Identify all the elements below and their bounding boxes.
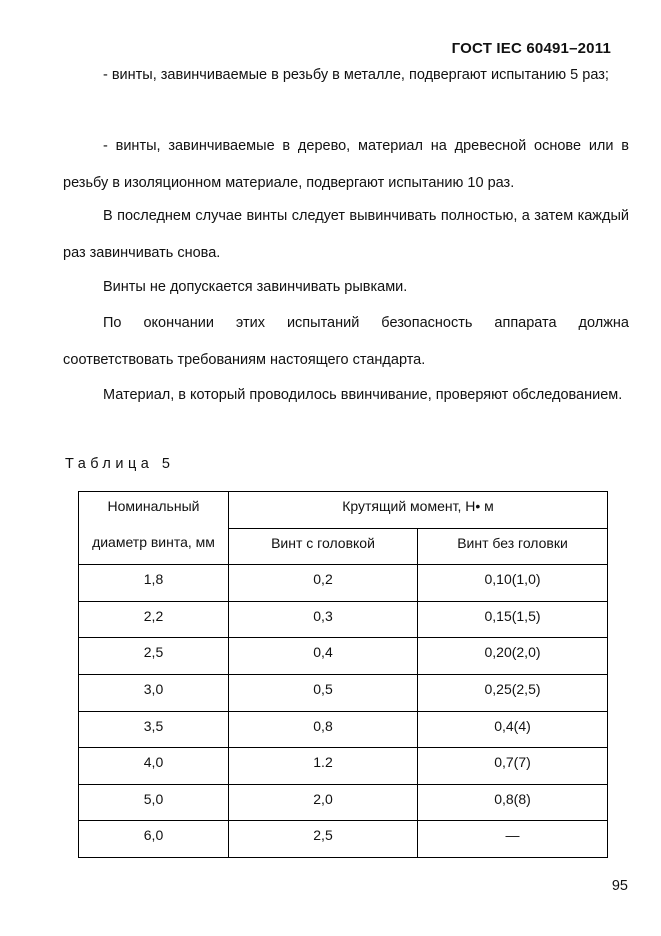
cell-diameter: 3,0: [79, 674, 229, 711]
table-row: [79, 821, 608, 858]
cell-with-head: 1.2: [229, 748, 418, 785]
table-row: [79, 601, 608, 638]
table-row: [79, 674, 608, 711]
cell-with-head: 0,3: [229, 601, 418, 638]
cell-without-head: 0,15(1,5): [418, 601, 608, 638]
cell-without-head: 0,20(2,0): [418, 638, 608, 675]
cell-with-head: 2,0: [229, 784, 418, 821]
document-header: ГОСТ IEC 60491–2011: [451, 40, 611, 57]
table-caption: Таблица 5: [65, 456, 175, 472]
page-number: 95: [611, 878, 628, 894]
table-row: [79, 565, 608, 602]
paragraph-wood-screws: - винты, завинчиваемые в дерево, материал на древесной основе или в резьбу в изоляционном материале, подвергают испытанию 10 раз.: [63, 138, 629, 191]
table-row: [79, 748, 608, 785]
header-without-head: Винт без головки: [418, 528, 608, 565]
cell-diameter: 4,0: [79, 748, 229, 785]
cell-with-head: 0,8: [229, 711, 418, 748]
paragraph-no-jerks: Винты не допускается завинчивать рывками.: [103, 279, 408, 295]
header-torque-group: Крутящий момент, Н• м: [229, 492, 608, 529]
cell-with-head: 2,5: [229, 821, 418, 858]
cell-diameter: 3,5: [79, 711, 229, 748]
cell-without-head: 0,25(2,5): [418, 674, 608, 711]
cell-without-head: —: [418, 821, 608, 858]
table-header-row-1: [79, 492, 608, 529]
cell-without-head: 0,7(7): [418, 748, 608, 785]
cell-diameter: 1,8: [79, 565, 229, 602]
table-row: [79, 711, 608, 748]
paragraph-metal-screws: - винты, завинчиваемые в резьбу в металле, подвергают испытанию 5 раз;: [103, 67, 609, 83]
cell-diameter: 5,0: [79, 784, 229, 821]
header-with-head: Винт с головкой: [229, 528, 418, 565]
cell-diameter: 6,0: [79, 821, 229, 858]
table-row: [79, 784, 608, 821]
cell-with-head: 0,4: [229, 638, 418, 675]
header-nominal-diameter-line1: Номинальный: [79, 492, 229, 529]
torque-table: [78, 491, 608, 858]
cell-with-head: 0,2: [229, 565, 418, 602]
cell-without-head: 0,4(4): [418, 711, 608, 748]
cell-diameter: 2,2: [79, 601, 229, 638]
cell-without-head: 0,10(1,0): [418, 565, 608, 602]
cell-with-head: 0,5: [229, 674, 418, 711]
cell-diameter: 2,5: [79, 638, 229, 675]
table-header-row-2: [79, 528, 608, 565]
paragraph-safety: По окончании этих испытаний безопасность аппарата должна соответствовать требованиям настоящего стандарта.: [63, 315, 629, 368]
cell-without-head: 0,8(8): [418, 784, 608, 821]
paragraph-unscrew: В последнем случае винты следует вывинчивать полностью, а затем каждый раз завинчивать снова.: [63, 208, 629, 261]
header-nominal-diameter-line2: диаметр винта, мм: [79, 528, 229, 565]
table-row: [79, 638, 608, 675]
paragraph-material: Материал, в который проводилось ввинчивание, проверяют обследованием.: [103, 387, 623, 403]
